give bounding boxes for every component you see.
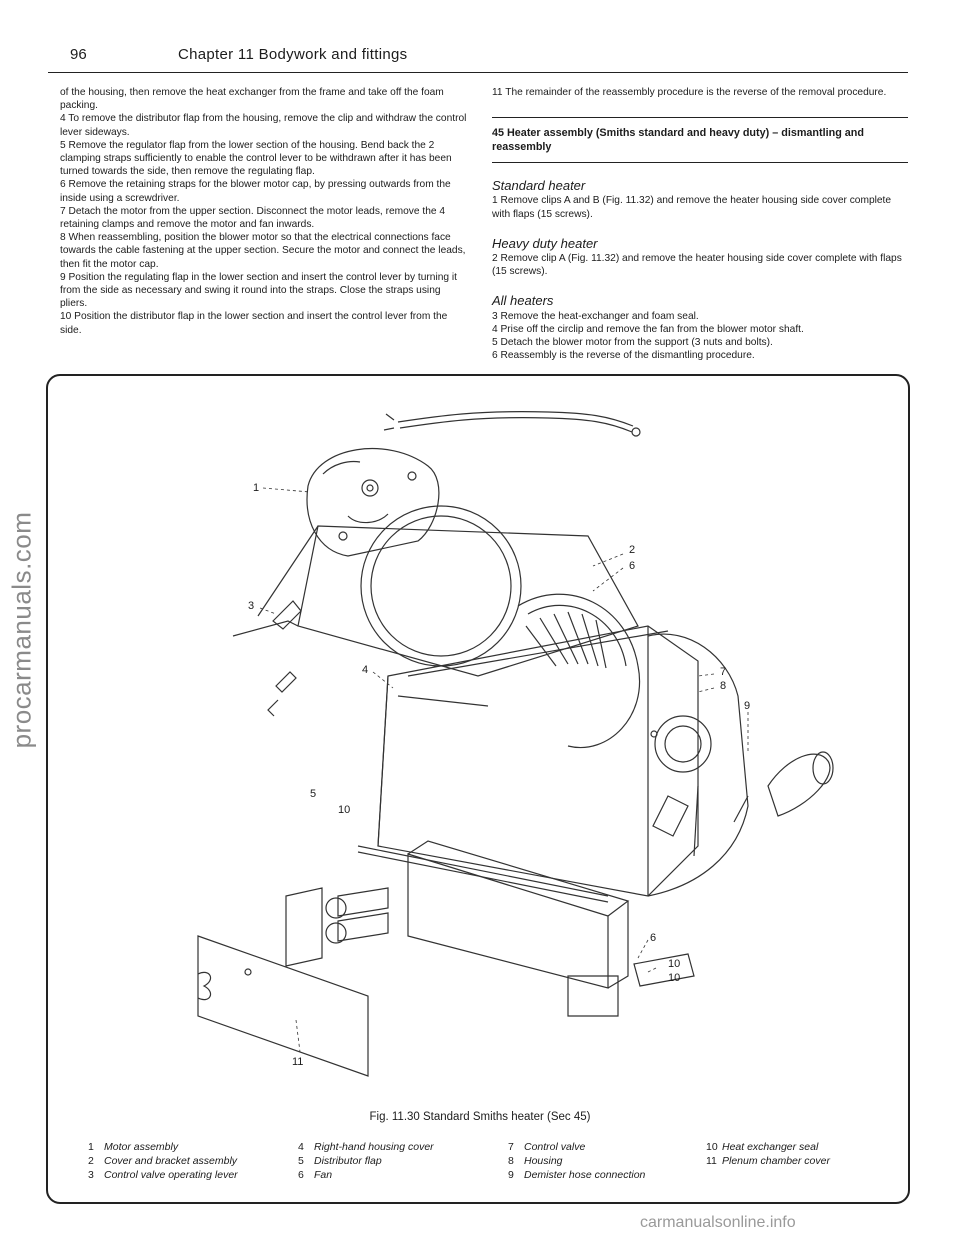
paragraph: 4 Prise off the circlip and remove the fan from the blower motor shaft. [492,323,804,335]
paragraph: 6 Reassembly is the reverse of the dismantling procedure. [492,350,755,362]
paragraph: 1 Remove clips A and B (Fig. 11.32) and remove the heater housing side cover complete with flaps (15 screws). [492,195,892,220]
legend-number: 4 [298,1141,304,1153]
paragraph: 5 Remove the regulator flap from the lower section of the housing. Bend back the 2 clamping straps sufficiently to enable the control lever to be withdrawn after it has been turned towards the side, then remove the regulating flap. [60,139,452,178]
heater-exploded-diagram [48,376,908,1106]
paragraph: 4 To remove the distributor flap from the housing, remove the clip and withdraw the control lever sideways. [60,113,467,138]
fan [518,594,640,747]
legend-item [298,1140,434,1154]
legend-item [298,1168,434,1182]
legend-item [508,1168,645,1182]
subheading-all: All heaters [492,293,554,309]
legend-column-4 [706,1140,830,1168]
legend-number: 7 [508,1141,514,1153]
legend-number: 10 [706,1141,718,1153]
section-heading: 45 Heater assembly (Smiths standard and heavy duty) – dismantling and reassembly [492,117,908,163]
callout-10-bottom: 10 [668,972,681,984]
heat-exchanger [286,841,628,988]
legend-number: 1 [88,1141,94,1153]
legend-text: Fan [314,1169,333,1181]
subheading-standard: Standard heater [492,178,586,194]
legend-column-3 [508,1140,645,1182]
side-watermark-text: procarmanuals.com [6,511,37,749]
paragraph: 5 Detach the blower motor from the support (3 nuts and bolts). [492,337,773,349]
cable-harness [384,412,640,436]
side-watermark [2,430,42,830]
legend-number: 9 [508,1169,514,1181]
legend-number: 11 [706,1155,717,1167]
legend-item [88,1154,238,1168]
callout-3: 3 [248,600,255,612]
motor-assembly [307,449,439,556]
legend-number: 5 [298,1155,304,1167]
figure-frame [46,374,910,1204]
figure-caption: Fig. 11.30 Standard Smiths heater (Sec 45) [369,1111,591,1123]
housing [378,626,698,896]
demister-hose-connection [734,752,833,822]
bottom-watermark: carmanualsonline.info [640,1214,796,1231]
callout-6: 6 [629,560,636,572]
paragraph: of the housing, then remove the heat exchanger from the frame and take off the foam packing. [60,87,444,112]
legend-item [508,1154,645,1168]
legend-text: Cover and bracket assembly [104,1155,238,1167]
paragraph: 11 The remainder of the reassembly procedure is the reverse of the removal procedure. [492,87,887,98]
paragraph: 2 Remove clip A (Fig. 11.32) and remove the heater housing side cover complete with flaps (15 screws). [492,253,902,278]
distributor-flap [358,846,608,902]
legend-item [706,1154,830,1168]
chapter-title: Chapter 11 Bodywork and fittings [178,46,408,63]
legend-number: 3 [88,1169,94,1181]
callout-9: 9 [744,700,751,712]
legend-column-1 [88,1140,238,1182]
callout-11: 11 [292,1056,304,1068]
control-valve-operating-lever [268,601,301,716]
legend-text: Demister hose connection [524,1169,646,1181]
cover-bracket [233,506,638,676]
callout-10: 10 [338,804,351,816]
callout-5: 5 [310,788,317,800]
paragraph: 10 Position the distributor flap in the lower section and insert the control lever from the side. [60,311,448,336]
legend-item [298,1154,434,1168]
legend-item [88,1168,238,1182]
plenum-chamber-cover [198,936,368,1076]
callout-6-lower: 6 [650,932,657,944]
left-text-column [60,86,470,337]
paragraph: 9 Position the regulating flap in the lower section and insert the control lever by turning it from the side as necessary and swing it round into the straps. Close the straps using pliers. [60,271,457,310]
paragraph: 3 Remove the heat-exchanger and foam seal. [492,310,699,322]
page-header [48,46,908,73]
legend-number: 8 [508,1155,514,1167]
legend-item [508,1140,645,1154]
legend-text: Motor assembly [104,1141,179,1153]
legend-item [88,1140,238,1154]
callout-1: 1 [253,482,260,494]
paragraph: 7 Detach the motor from the upper section. Disconnect the motor leads, remove the 4 retaining clamps and remove the motor and fan inwards. [60,205,446,231]
legend-text: Control valve [524,1141,586,1153]
right-text-column [492,86,908,362]
paragraph: 6 Remove the retaining straps for the blower motor cap, by pressing outwards from the inside using a screwdriver. [60,179,451,204]
callout-10-lower: 10 [668,958,681,970]
callout-8: 8 [720,680,727,692]
legend-text: Right-hand housing cover [314,1141,434,1153]
legend-item [706,1140,830,1154]
legend-text: Heat exchanger seal [722,1141,819,1153]
legend-column-2 [298,1140,434,1182]
legend-text: Housing [524,1155,563,1167]
callout-2: 2 [629,544,636,556]
legend-text: Control valve operating lever [104,1169,238,1181]
paragraph: 8 When reassembling, position the blower motor so that the electrical connections face towards the cable fastening at the upper section. Secure the motor and connect the leads, then fit the motor cap. [60,232,466,270]
callout-7: 7 [720,666,727,678]
page-number: 96 [70,46,87,63]
callout-4: 4 [362,664,369,676]
legend-text: Plenum chamber cover [722,1155,830,1167]
subheading-heavy-duty: Heavy duty heater [492,235,598,251]
legend-text: Distributor flap [314,1155,382,1167]
legend-number: 2 [88,1155,94,1167]
legend-number: 6 [298,1169,304,1181]
